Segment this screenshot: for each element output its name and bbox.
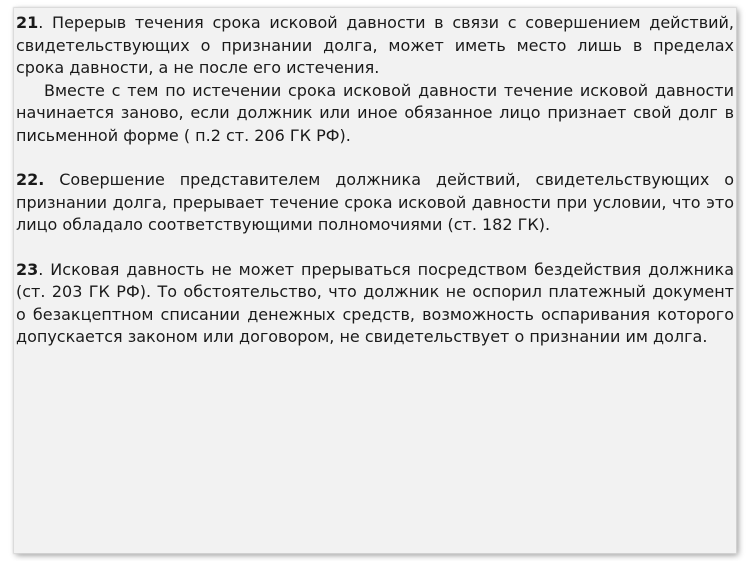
paragraph-text: Вместе с тем по истечении срока исковой давности течение исковой давности начинается заново, если должник или иное обязанное лицо признает свой долг в письменной форме ( п.2 ст. 206 ГК РФ). bbox=[16, 80, 734, 145]
slide-text-body bbox=[16, 12, 734, 349]
paragraph-23 bbox=[16, 259, 734, 349]
paragraph-spacer bbox=[16, 147, 734, 169]
paragraph-number: 22. bbox=[16, 170, 45, 189]
paragraph-21 bbox=[16, 12, 734, 80]
paragraph-22 bbox=[16, 169, 734, 237]
paragraph-spacer bbox=[16, 237, 734, 259]
paragraph-21-continuation bbox=[16, 80, 734, 148]
paragraph-text: Совершение представителем должника действий, свидетельствующих о признании долга, прерывает течение срока исковой давности при условии, что это лицо обладало соответствующими полномочиями (ст. 182 ГК). bbox=[16, 170, 734, 234]
paragraph-number: 21 bbox=[16, 13, 39, 32]
paragraph-number: 23 bbox=[16, 259, 39, 279]
paragraph-text: . Перерыв течения срока исковой давности в связи с совершением действий, свидетельствующих о признании долга, может иметь место лишь в пределах срока давности, а не после его истечения. bbox=[16, 13, 734, 77]
slide-content-panel bbox=[14, 8, 736, 553]
paragraph-text: . Исковая давность не может прерываться посредством бездействия должника (ст. 203 ГК РФ). То обстоятельство, что должник не оспорил платежный документ о безакцептном списании денежных средств, возможность оспаривания которого допускается законом или договором, не свидетельствует о признании им долга. bbox=[16, 259, 734, 346]
